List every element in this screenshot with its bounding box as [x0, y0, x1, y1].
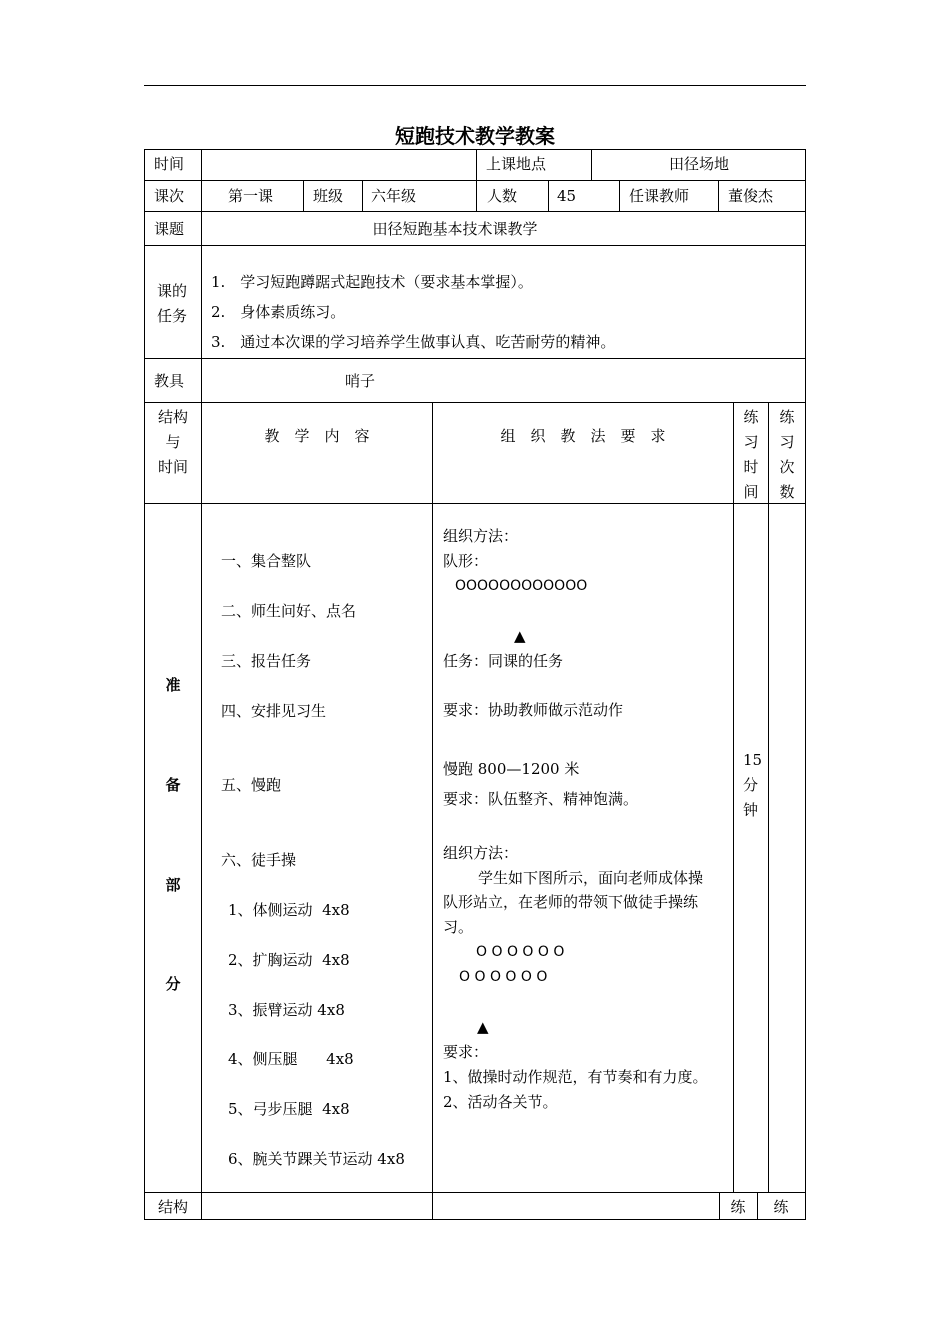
table-border-bottom	[144, 1219, 806, 1220]
task-label-line2: 任务	[157, 307, 188, 325]
content-item: 六、徒手操	[221, 851, 297, 869]
location-label: 上课地点	[486, 155, 547, 173]
method-org-heading: 组织方法：	[443, 527, 519, 545]
section-label-char: 准	[165, 676, 181, 694]
row-divider	[144, 245, 806, 246]
col-header-content: 教 学 内 容	[264, 427, 370, 445]
col-divider	[718, 180, 719, 212]
equipment-value: 哨子	[345, 372, 376, 390]
teacher-label: 任课教师	[629, 187, 690, 205]
practice-time-value: 分	[743, 776, 759, 794]
row-divider	[144, 211, 806, 212]
content-subitem: 5、弓步压腿 4x8	[228, 1100, 350, 1118]
topic-label: 课题	[154, 220, 185, 238]
method-requirement: 要求：	[443, 1043, 489, 1061]
formation-row: O O O O O O	[459, 969, 548, 985]
col-divider	[619, 180, 620, 212]
formation-row: OOOOOOOOOOOO	[455, 578, 588, 594]
col-divider	[303, 180, 304, 212]
section-label-char: 部	[165, 876, 181, 894]
formation-row: O O O O O O	[476, 944, 565, 960]
col-divider	[548, 180, 549, 212]
task-item: 1. 学习短跑蹲踞式起跑技术（要求基本掌握）。	[211, 273, 533, 291]
content-item: 三、报告任务	[221, 652, 312, 670]
count-value: 45	[557, 187, 577, 205]
task-item: 2. 身体素质练习。	[211, 303, 346, 321]
location-value: 田径场地	[668, 155, 729, 173]
method-description: 学生如下图所示，面向老师成体操	[478, 869, 704, 887]
task-item: 3. 通过本次课的学习培养学生做事认真、吃苦耐劳的精神。	[211, 333, 616, 351]
col-header-practice-time: 间	[743, 483, 759, 501]
method-description: 习。	[443, 918, 474, 936]
table-border-right	[805, 149, 806, 1220]
teacher-triangle: ▲	[514, 627, 526, 645]
content-subitem: 4、侧压腿 4x8	[228, 1050, 354, 1068]
col-divider	[733, 402, 734, 1193]
content-subitem: 1、体侧运动 4x8	[228, 901, 350, 919]
method-requirement: 要求：队伍整齐、精神饱满。	[443, 790, 639, 808]
content-subitem: 2、扩胸运动 4x8	[228, 951, 350, 969]
col-header-structure: 时间	[157, 458, 188, 476]
col-divider	[476, 180, 477, 212]
method-requirement: 1、做操时动作规范，有节奏和有力度。	[443, 1068, 708, 1086]
teacher-triangle: ▲	[477, 1018, 489, 1036]
col-header-practice-count: 次	[779, 458, 795, 476]
footer-practice-label: 练	[730, 1198, 746, 1216]
method-jog: 慢跑 800—1200 米	[443, 760, 580, 778]
col-header-practice-time: 练	[743, 408, 759, 426]
teacher-value: 董俊杰	[728, 187, 774, 205]
footer-structure-label: 结构	[157, 1198, 188, 1216]
content-subitem: 6、腕关节踝关节运动 4x8	[228, 1150, 405, 1168]
time-label: 时间	[154, 155, 185, 173]
method-org-heading: 组织方法：	[443, 844, 519, 862]
row-divider	[144, 1192, 806, 1193]
col-header-structure: 结构	[157, 408, 188, 426]
section-label-char: 分	[165, 975, 181, 993]
table-border-top	[144, 149, 806, 150]
content-item: 二、师生问好、点名	[221, 602, 357, 620]
row-divider	[144, 503, 806, 504]
col-header-structure: 与	[165, 433, 181, 451]
content-subitem: 3、振臂运动 4x8	[228, 1001, 345, 1019]
lesson-label: 课次	[154, 187, 185, 205]
col-header-practice-count: 习	[779, 433, 795, 451]
lesson-value: 第一课	[228, 187, 274, 205]
method-task: 任务：同课的任务	[443, 652, 564, 670]
col-header-method: 组 织 教 法 要 求	[500, 427, 666, 445]
practice-time-value: 钟	[743, 801, 759, 819]
section-label-char: 备	[165, 776, 181, 794]
content-item: 四、安排见习生	[221, 702, 327, 720]
col-divider	[476, 149, 477, 181]
content-item: 一、集合整队	[221, 552, 312, 570]
task-label-line1: 课的	[157, 282, 188, 300]
col-divider	[362, 180, 363, 212]
topic-value: 田径短跑基本技术课教学	[372, 220, 538, 238]
col-header-practice-time: 习	[743, 433, 759, 451]
row-divider	[144, 358, 806, 359]
top-rule	[144, 85, 806, 86]
col-header-practice-time: 时	[743, 458, 759, 476]
count-label: 人数	[487, 187, 518, 205]
col-header-practice-count: 数	[779, 483, 795, 501]
col-divider	[432, 402, 433, 1220]
row-divider	[144, 402, 806, 403]
footer-practice-label: 练	[773, 1198, 789, 1216]
method-description: 队形站立，在老师的带领下做徒手操练	[443, 893, 699, 911]
content-item: 五、慢跑	[221, 776, 282, 794]
method-formation-label: 队形：	[443, 552, 489, 570]
method-requirement: 2、活动各关节。	[443, 1093, 558, 1111]
practice-time-value: 15	[743, 751, 763, 769]
class-value: 六年级	[371, 187, 417, 205]
equipment-label: 教具	[154, 372, 185, 390]
col-divider	[768, 402, 769, 1193]
method-requirement: 要求：协助教师做示范动作	[443, 701, 624, 719]
col-header-practice-count: 练	[779, 408, 795, 426]
class-label: 班级	[313, 187, 344, 205]
row-divider	[144, 180, 806, 181]
page-title: 短跑技术教学教案	[395, 124, 555, 148]
